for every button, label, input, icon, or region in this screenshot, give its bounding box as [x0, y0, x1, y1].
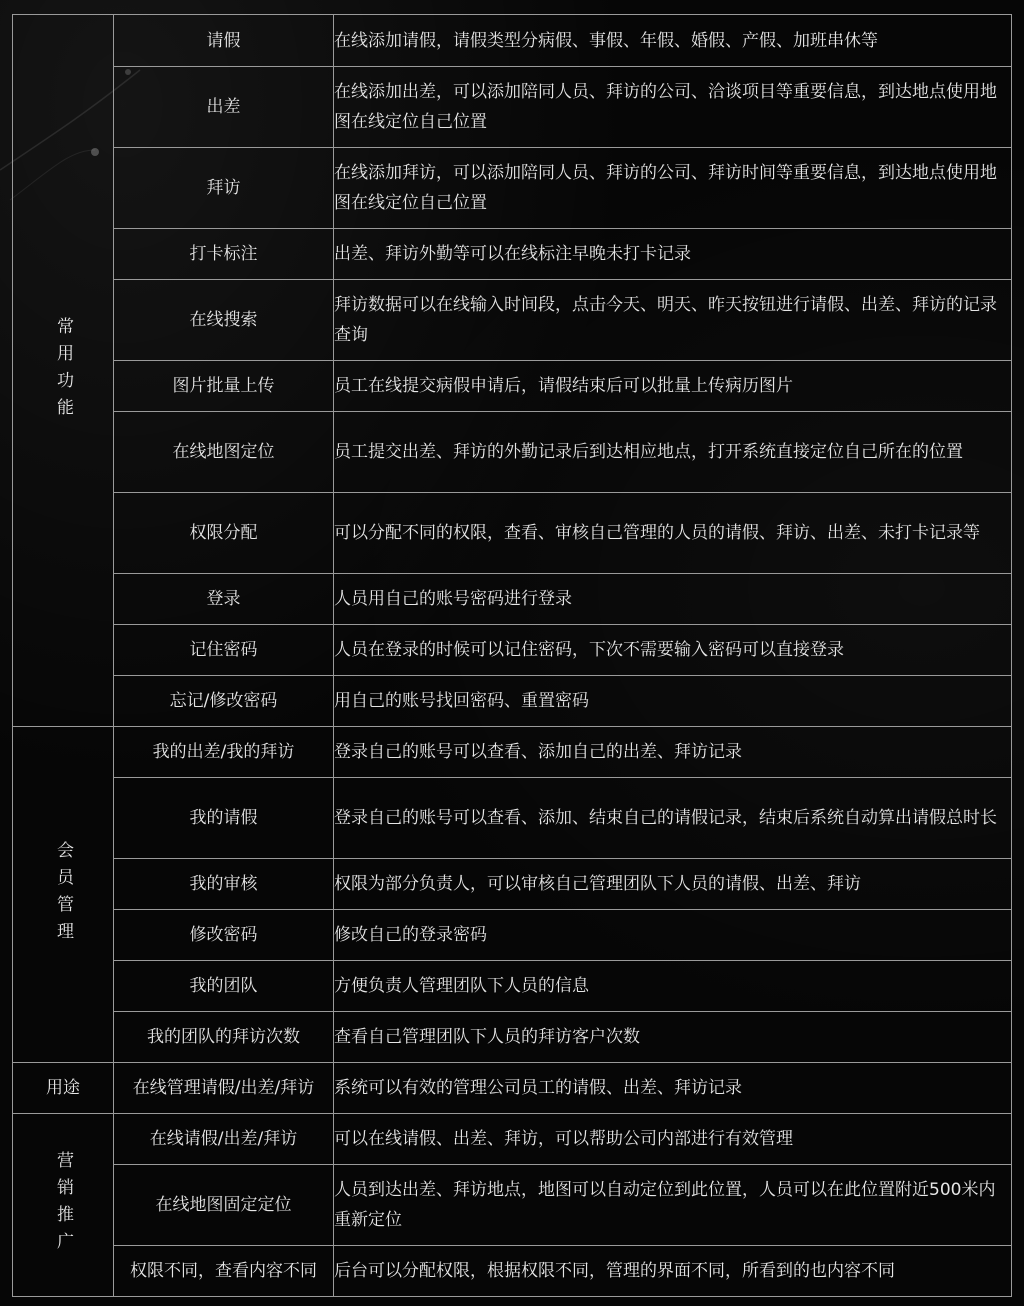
description-cell: 系统可以有效的管理公司员工的请假、出差、拜访记录 — [334, 1063, 1012, 1114]
description-cell: 出差、拜访外勤等可以在线标注早晚未打卡记录 — [334, 229, 1012, 280]
table-row — [13, 727, 1012, 778]
feature-cell: 在线地图定位 — [114, 412, 334, 493]
description-cell: 在线添加拜访，可以添加陪同人员、拜访的公司、拜访时间等重要信息，到达地点使用地图在线定位自己位置 — [334, 148, 1012, 229]
feature-cell: 我的出差/我的拜访 — [114, 727, 334, 778]
feature-cell: 出差 — [114, 67, 334, 148]
table-row — [13, 910, 1012, 961]
feature-cell: 我的团队 — [114, 961, 334, 1012]
feature-cell: 请假 — [114, 15, 334, 67]
description-cell: 修改自己的登录密码 — [334, 910, 1012, 961]
table-row — [13, 229, 1012, 280]
table-row — [13, 859, 1012, 910]
feature-table — [12, 14, 1012, 1297]
feature-cell: 我的审核 — [114, 859, 334, 910]
table-row — [13, 961, 1012, 1012]
feature-cell: 忘记/修改密码 — [114, 676, 334, 727]
description-cell: 拜访数据可以在线输入时间段，点击今天、明天、昨天按钮进行请假、出差、拜访的记录查询 — [334, 280, 1012, 361]
description-cell: 可以分配不同的权限，查看、审核自己管理的人员的请假、拜访、出差、未打卡记录等 — [334, 493, 1012, 574]
category-cell: 会员管理 — [13, 727, 114, 1063]
feature-cell: 记住密码 — [114, 625, 334, 676]
table-row — [13, 1063, 1012, 1114]
feature-cell: 在线请假/出差/拜访 — [114, 1114, 334, 1165]
description-cell: 可以在线请假、出差、拜访，可以帮助公司内部进行有效管理 — [334, 1114, 1012, 1165]
table-body — [13, 15, 1012, 1297]
description-cell: 后台可以分配权限，根据权限不同，管理的界面不同，所看到的也内容不同 — [334, 1246, 1012, 1297]
table-row — [13, 574, 1012, 625]
feature-cell: 图片批量上传 — [114, 361, 334, 412]
description-cell: 在线添加出差，可以添加陪同人员、拜访的公司、洽谈项目等重要信息，到达地点使用地图在线定位自己位置 — [334, 67, 1012, 148]
description-cell: 员工在线提交病假申请后，请假结束后可以批量上传病历图片 — [334, 361, 1012, 412]
table-row — [13, 778, 1012, 859]
feature-cell: 登录 — [114, 574, 334, 625]
feature-cell: 权限不同，查看内容不同 — [114, 1246, 334, 1297]
feature-cell: 修改密码 — [114, 910, 334, 961]
description-cell: 用自己的账号找回密码、重置密码 — [334, 676, 1012, 727]
table-row — [13, 1114, 1012, 1165]
description-cell: 权限为部分负责人，可以审核自己管理团队下人员的请假、出差、拜访 — [334, 859, 1012, 910]
feature-cell: 在线搜索 — [114, 280, 334, 361]
feature-cell: 权限分配 — [114, 493, 334, 574]
table-row — [13, 67, 1012, 148]
feature-cell: 我的团队的拜访次数 — [114, 1012, 334, 1063]
table-row — [13, 148, 1012, 229]
category-cell: 常用功能 — [13, 15, 114, 727]
description-cell: 员工提交出差、拜访的外勤记录后到达相应地点，打开系统直接定位自己所在的位置 — [334, 412, 1012, 493]
description-cell: 在线添加请假，请假类型分病假、事假、年假、婚假、产假、加班串休等 — [334, 15, 1012, 67]
feature-cell: 在线管理请假/出差/拜访 — [114, 1063, 334, 1114]
table-row — [13, 1246, 1012, 1297]
feature-cell: 我的请假 — [114, 778, 334, 859]
category-cell: 营销推广 — [13, 1114, 114, 1297]
table-row — [13, 280, 1012, 361]
description-cell: 人员到达出差、拜访地点，地图可以自动定位到此位置，人员可以在此位置附近500米内重新定位 — [334, 1165, 1012, 1246]
table-row — [13, 361, 1012, 412]
table-row — [13, 1012, 1012, 1063]
category-cell: 用途 — [13, 1063, 114, 1114]
table-row — [13, 625, 1012, 676]
description-cell: 查看自己管理团队下人员的拜访客户次数 — [334, 1012, 1012, 1063]
description-cell: 登录自己的账号可以查看、添加、结束自己的请假记录，结束后系统自动算出请假总时长 — [334, 778, 1012, 859]
feature-cell: 打卡标注 — [114, 229, 334, 280]
feature-cell: 拜访 — [114, 148, 334, 229]
description-cell: 人员用自己的账号密码进行登录 — [334, 574, 1012, 625]
description-cell: 方便负责人管理团队下人员的信息 — [334, 961, 1012, 1012]
description-cell: 人员在登录的时候可以记住密码，下次不需要输入密码可以直接登录 — [334, 625, 1012, 676]
table-row — [13, 676, 1012, 727]
table-row — [13, 493, 1012, 574]
table-row — [13, 1165, 1012, 1246]
feature-cell: 在线地图固定定位 — [114, 1165, 334, 1246]
description-cell: 登录自己的账号可以查看、添加自己的出差、拜访记录 — [334, 727, 1012, 778]
table-row — [13, 15, 1012, 67]
table-row — [13, 412, 1012, 493]
